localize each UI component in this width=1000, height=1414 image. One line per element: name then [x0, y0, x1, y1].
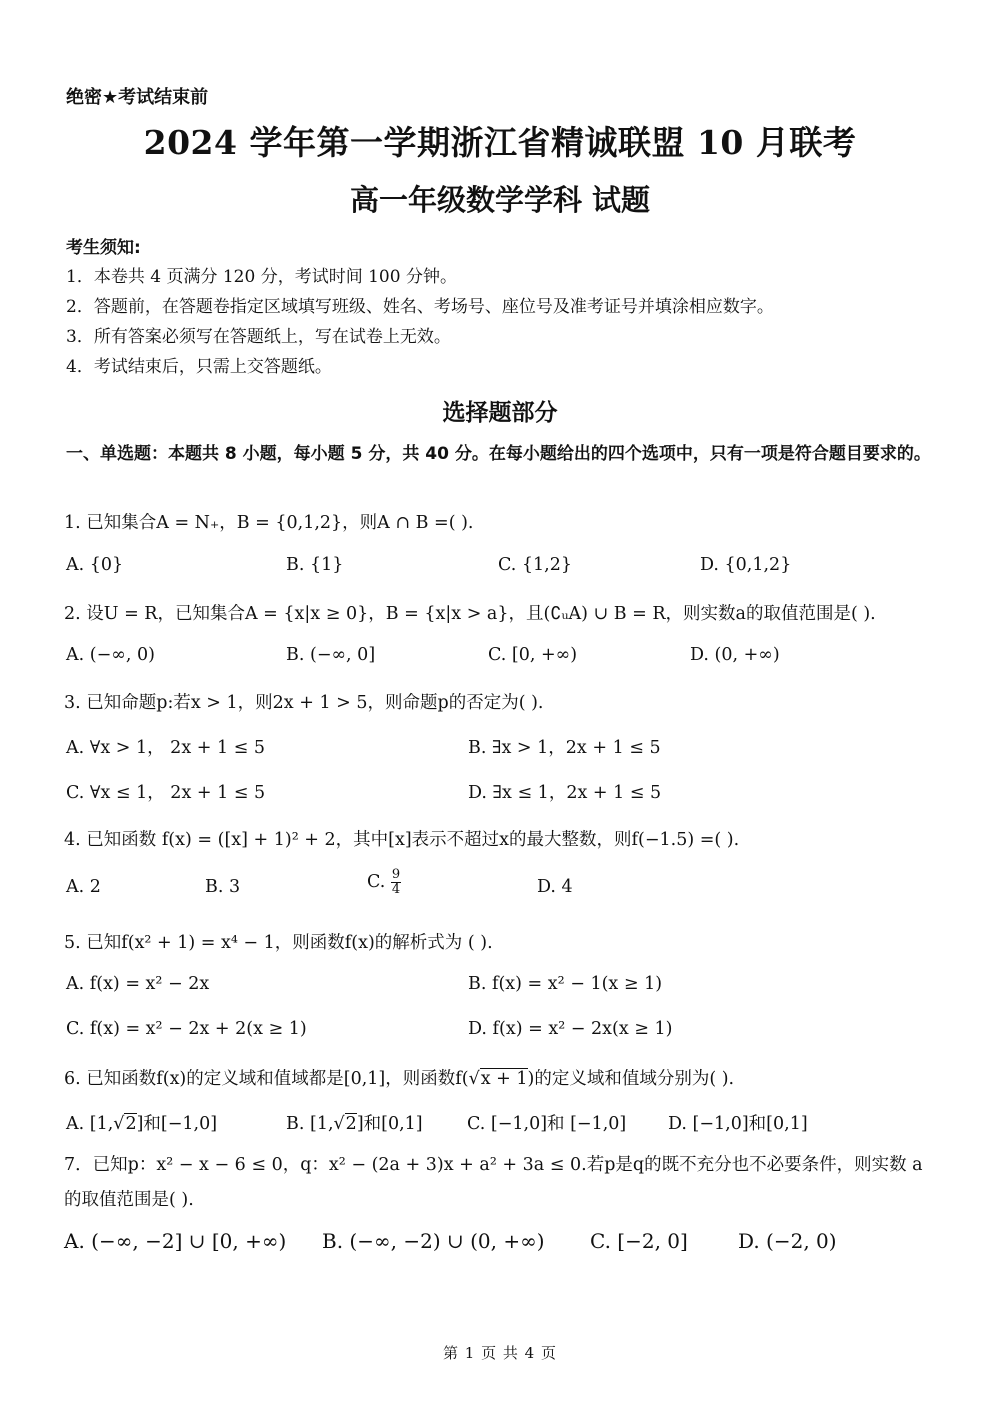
q7-option-a: A. (−∞, −2] ∪ [0, +∞): [64, 1229, 287, 1253]
q6-opt-b-radicand: 2: [345, 1114, 357, 1134]
notice-item: 1．本卷共 4 页满分 120 分，考试时间 100 分钟。: [66, 267, 457, 287]
q5-option-d: D. f(x) = x² − 2x(x ≥ 1): [468, 1019, 673, 1039]
notice-item: 2．答题前，在答题卷指定区域填写班级、姓名、考场号、座位号及准考证号并填涂相应数字。: [66, 297, 774, 317]
notice-item: 3．所有答案必须写在答题纸上，写在试卷上无效。: [66, 327, 451, 347]
q3-option-c: C. ∀x ≤ 1， 2x + 1 ≤ 5: [66, 783, 266, 803]
q1-option-c: C. {1,2}: [498, 555, 572, 575]
q6-option-c: C. [−1,0]和 [−1,0]: [467, 1114, 627, 1134]
q6-stem-post: )的定义域和值域分别为( ).: [527, 1069, 735, 1089]
q5-option-b: B. f(x) = x² − 1(x ≥ 1): [468, 974, 663, 994]
exam-subtitle: 高一年级数学学科 试题: [349, 183, 651, 217]
q2-option-c: C. [0, +∞): [488, 645, 578, 665]
q5-option-c: C. f(x) = x² − 2x + 2(x ≥ 1): [66, 1019, 307, 1039]
question-2-stem: 2. 设U = R，已知集合A = {x|x ≥ 0}，B = {x|x > a}，且(∁ᵤA) ∪ B = R，则实数a的取值范围是( ).: [64, 604, 876, 624]
q3-option-b: B. ∃x > 1，2x + 1 ≤ 5: [468, 738, 661, 758]
q3-option-d: D. ∃x ≤ 1，2x + 1 ≤ 5: [468, 783, 662, 803]
q6-option-b: B. [1,√2]和[0,1]: [286, 1114, 423, 1134]
q2-option-b: B. (−∞, 0]: [286, 645, 376, 665]
section-title: 选择题部分: [442, 399, 558, 426]
q2-option-a: A. (−∞, 0): [66, 645, 155, 665]
q6-opt-a-radicand: 2: [125, 1114, 137, 1134]
question-1-stem: 1. 已知集合A = N₊，B = {0,1,2}，则A ∩ B =( ).: [64, 513, 474, 533]
q1-option-b: B. {1}: [286, 555, 344, 575]
q6-option-d: D. [−1,0]和[0,1]: [668, 1114, 808, 1134]
exam-title: 2024 学年第一学期浙江省精诚联盟 10 月联考: [143, 123, 857, 162]
q6-stem-pre: 6. 已知函数f(x)的定义域和值域都是[0,1]，则函数f(: [64, 1069, 469, 1089]
q7-option-b: B. (−∞, −2) ∪ (0, +∞): [322, 1229, 545, 1253]
q4-option-c-label: C.: [367, 872, 386, 892]
q6-stem-radicand: x + 1: [480, 1069, 528, 1089]
notice-item: 4．考试结束后，只需上交答题纸。: [66, 357, 332, 377]
q6-opt-a-pre: A. [1,: [66, 1114, 114, 1134]
q2-option-d: D. (0, +∞): [690, 645, 780, 665]
fraction-numerator: 9: [391, 867, 401, 882]
part-instructions: 一、单选题：本题共 8 小题，每小题 5 分，共 40 分。在每小题给出的四个选项中，只有一项是符合题目要求的。: [66, 444, 931, 464]
confidential-label: 绝密★考试结束前: [66, 87, 209, 108]
q7-option-d: D. (−2, 0): [738, 1229, 837, 1253]
q4-option-d: D. 4: [537, 877, 573, 897]
q4-option-c: [367, 868, 401, 897]
notice-heading: 考生须知:: [66, 238, 141, 258]
q1-option-d: D. {0,1,2}: [700, 555, 792, 575]
q4-option-b: B. 3: [205, 877, 241, 897]
question-6-stem: 6. 已知函数f(x)的定义域和值域都是[0,1]，则函数f(√x + 1)的定义域和值域分别为( ).: [64, 1069, 735, 1089]
fraction-denominator: 4: [391, 882, 401, 897]
q1-option-a: A. {0}: [66, 555, 124, 575]
q5-option-a: A. f(x) = x² − 2x: [66, 974, 210, 994]
q3-option-a: A. ∀x > 1， 2x + 1 ≤ 5: [66, 738, 266, 758]
page-footer: 第 1 页 共 4 页: [443, 1344, 557, 1362]
q6-opt-a-post: ]和[−1,0]: [136, 1114, 218, 1134]
question-7-stem: 7．已知p：x² − x − 6 ≤ 0，q：x² − (2a + 3)x + a² + 3a ≤ 0.若p是q的既不充分也不必要条件，则实数 a 的取值范围是( ).: [64, 1155, 923, 1210]
fraction: [391, 868, 401, 897]
q6-option-a: A. [1,√2]和[−1,0]: [66, 1114, 218, 1134]
question-4-stem: 4. 已知函数 f(x) = ([x] + 1)² + 2，其中[x]表示不超过x的最大整数，则f(−1.5) =( ).: [64, 830, 740, 850]
q7-option-c: C. [−2, 0]: [590, 1229, 688, 1253]
q6-opt-b-post: ]和[0,1]: [356, 1114, 423, 1134]
q6-opt-b-pre: B. [1,: [286, 1114, 334, 1134]
question-5-stem: 5. 已知f(x² + 1) = x⁴ − 1，则函数f(x)的解析式为 ( ).: [64, 933, 493, 953]
q4-option-a: A. 2: [66, 877, 101, 897]
question-3-stem: 3. 已知命题p:若x > 1，则2x + 1 > 5，则命题p的否定为( ).: [64, 693, 544, 713]
